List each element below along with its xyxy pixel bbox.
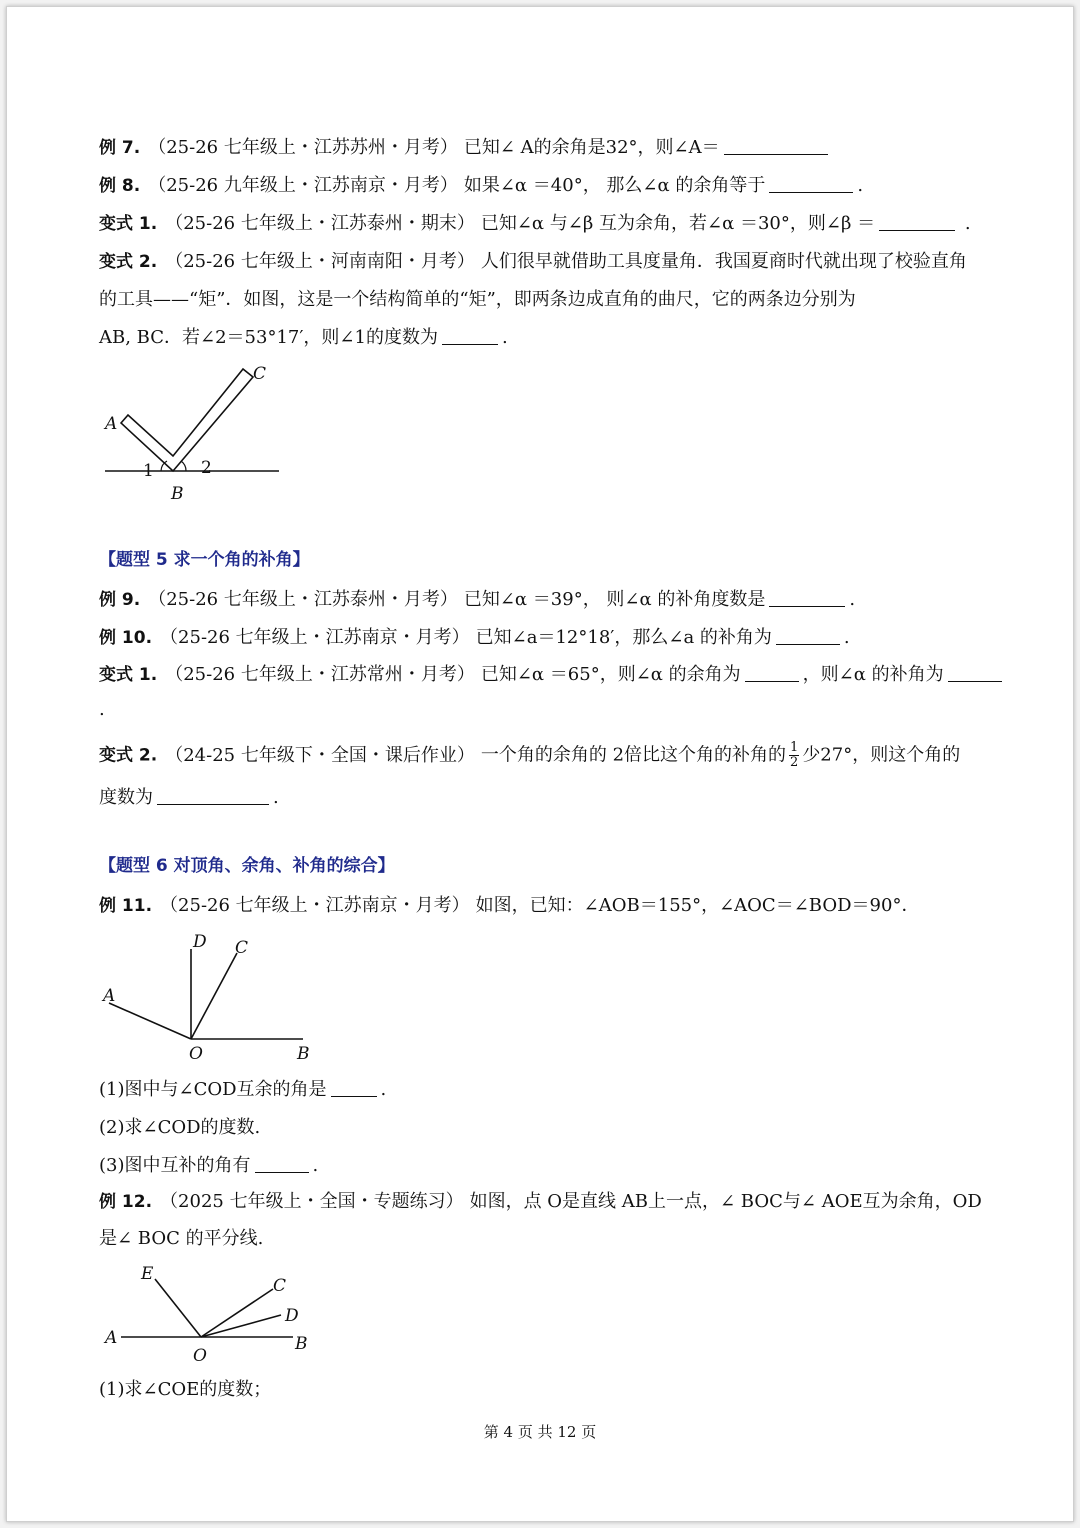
period: . [380, 1079, 387, 1100]
source-tag: （25-26 七年级上・江苏南京・月考） [160, 627, 470, 648]
section-heading-6: 【题型 6 对顶角、余角、补角的综合】 [99, 856, 395, 876]
variant-2b-line1 [99, 741, 1017, 770]
point-B-label: B [297, 1044, 310, 1063]
answer-blank [879, 212, 955, 231]
example-label: 例 7. [99, 138, 141, 158]
point-A-label: A [105, 1328, 118, 1348]
question-11-2 [99, 1115, 1017, 1141]
question-text: 已知∠α 与∠β 互为余角，若∠α ＝30°，则∠β ＝ [480, 213, 876, 234]
point-A-label: A [103, 986, 116, 1006]
variant-label: 变式 2. [99, 252, 158, 272]
example-8 [99, 173, 1017, 199]
section-heading-5: 【题型 5 求一个角的补角】 [99, 550, 310, 570]
question-text: 是∠ BOC 的平分线. [99, 1228, 264, 1249]
square-figure [97, 353, 297, 503]
answer-blank [331, 1078, 377, 1097]
source-tag: （2025 七年级上・全国・专题练习） [160, 1191, 464, 1212]
question-text: 人们很早就借助工具度量角．我国夏商时代就出现了校验直角 [480, 251, 967, 272]
answer-blank [769, 174, 853, 193]
period: . [99, 699, 105, 720]
question-text: AB, BC．若∠2＝53°17′，则∠1的度数为 [99, 327, 438, 348]
example-label: 例 12. [99, 1192, 153, 1212]
period: . [843, 627, 850, 648]
variant-2a-line3 [99, 325, 1017, 351]
question-text: (1)图中与∠COD互余的角是 [99, 1079, 327, 1100]
variant-1a [99, 211, 1017, 237]
question-text: (2)求∠COD的度数. [99, 1117, 261, 1138]
point-O-label: O [193, 1346, 207, 1366]
fraction-one-half [789, 741, 799, 770]
example-12-line2 [99, 1226, 1017, 1252]
variant-2a-line2 [99, 287, 1017, 313]
question-text: 已知∠α ＝39°， 则∠α 的补角度数是 [463, 589, 766, 610]
question-text: 少27°，则这个角的 [802, 744, 961, 766]
question-text: 一个角的余角的 2倍比这个角的补角的 [480, 744, 787, 766]
variant-1b [99, 662, 1017, 688]
answer-blank [776, 626, 840, 645]
variant-label: 变式 2. [99, 745, 158, 766]
page-footer: 第 4 页 共 12 页 [483, 1423, 597, 1441]
point-D-label: D [193, 932, 207, 952]
variant-1b-end [99, 697, 1017, 723]
question-text: 如图，已知：∠AOB＝155°，∠AOC＝∠BOD＝90°． [475, 895, 920, 916]
variant-2b-line2 [99, 785, 1017, 811]
source-tag: （24-25 七年级下・全国・课后作业） [165, 744, 475, 766]
variant-label: 变式 1. [99, 665, 158, 685]
point-A-label: A [105, 414, 118, 434]
ray-OA [109, 1003, 191, 1039]
question-text: 已知∠a＝12°18′，那么∠a 的补角为 [475, 627, 772, 648]
source-tag: （25-26 九年级上・江苏南京・月考） [148, 175, 458, 196]
question-text: (1)求∠COE的度数； [99, 1379, 272, 1400]
ray-OC [191, 953, 237, 1039]
ray-OC [201, 1289, 273, 1337]
example-10 [99, 625, 1017, 651]
point-C-label: C [253, 364, 267, 384]
example-label: 例 9. [99, 590, 141, 610]
point-D-label: D [285, 1306, 299, 1326]
point-C-label: C [235, 938, 249, 958]
answer-blank [255, 1154, 309, 1173]
question-text: 已知∠ A的余角是32°，则∠A＝ [463, 137, 720, 158]
angle-1-label: 1 [143, 461, 154, 481]
period: . [964, 213, 971, 234]
point-C-label: C [273, 1276, 287, 1296]
variant-label: 变式 1. [99, 214, 158, 234]
angle-2-arc [181, 461, 186, 471]
answer-blank [724, 136, 828, 155]
source-tag: （25-26 七年级上・江苏泰州・期末） [165, 213, 475, 234]
question-text: 度数为 [99, 787, 153, 808]
point-E-label: E [141, 1264, 154, 1284]
question-text: 如图，点 O是直线 AB上一点，∠ BOC与∠ AOE互为余角，OD [469, 1191, 982, 1212]
angle-2-label: 2 [201, 458, 212, 478]
period: . [849, 589, 856, 610]
answer-blank [769, 588, 845, 607]
period: . [273, 787, 279, 808]
question-11-1 [99, 1077, 1017, 1103]
period: . [501, 327, 508, 348]
point-B-label: B [295, 1334, 308, 1354]
example-11 [99, 893, 1017, 919]
ray-OE [155, 1279, 201, 1337]
fraction-denominator: 2 [790, 755, 799, 770]
answer-blank [157, 786, 269, 805]
example-12-line1 [99, 1189, 1017, 1215]
question-text: 已知∠α ＝65°，则∠α 的余角为 [480, 664, 741, 685]
example-label: 例 11. [99, 896, 153, 916]
square-ruler [121, 369, 253, 471]
point-O-label: O [189, 1044, 203, 1063]
example-7 [99, 135, 1017, 161]
example-label: 例 8. [99, 176, 141, 196]
fraction-numerator: 1 [790, 740, 799, 755]
example-label: 例 10. [99, 628, 153, 648]
source-tag: （25-26 七年级上・江苏泰州・月考） [148, 589, 458, 610]
answer-blank [948, 663, 1002, 682]
ray-OD [201, 1315, 281, 1337]
question-12-1 [99, 1377, 1017, 1403]
source-tag: （25-26 七年级上・江苏常州・月考） [165, 664, 475, 685]
example-9 [99, 587, 1017, 613]
question-text: 如果∠α ＝40°， 那么∠α 的余角等于 [463, 175, 766, 196]
source-tag: （25-26 七年级上・河南南阳・月考） [165, 251, 475, 272]
angle-figure-aob [95, 923, 325, 1063]
answer-blank [442, 326, 498, 345]
answer-blank [745, 663, 799, 682]
period: . [312, 1155, 319, 1176]
source-tag: （25-26 七年级上・江苏苏州・月考） [148, 137, 458, 158]
point-B-label: B [171, 484, 184, 503]
source-tag: （25-26 七年级上・江苏南京・月考） [160, 895, 470, 916]
question-text: (3)图中互补的角有 [99, 1155, 251, 1176]
document-page [6, 6, 1074, 1522]
variant-2a-line1 [99, 249, 1017, 275]
question-text: ，则∠α 的补角为 [802, 664, 944, 685]
angle-figure-boc [97, 1257, 327, 1367]
question-11-3 [99, 1153, 1017, 1179]
question-text: 的工具——“矩”．如图，这是一个结构简单的“矩”，即两条边成直角的曲尺，它的两条边分别为 [99, 289, 856, 310]
period: . [857, 175, 864, 196]
